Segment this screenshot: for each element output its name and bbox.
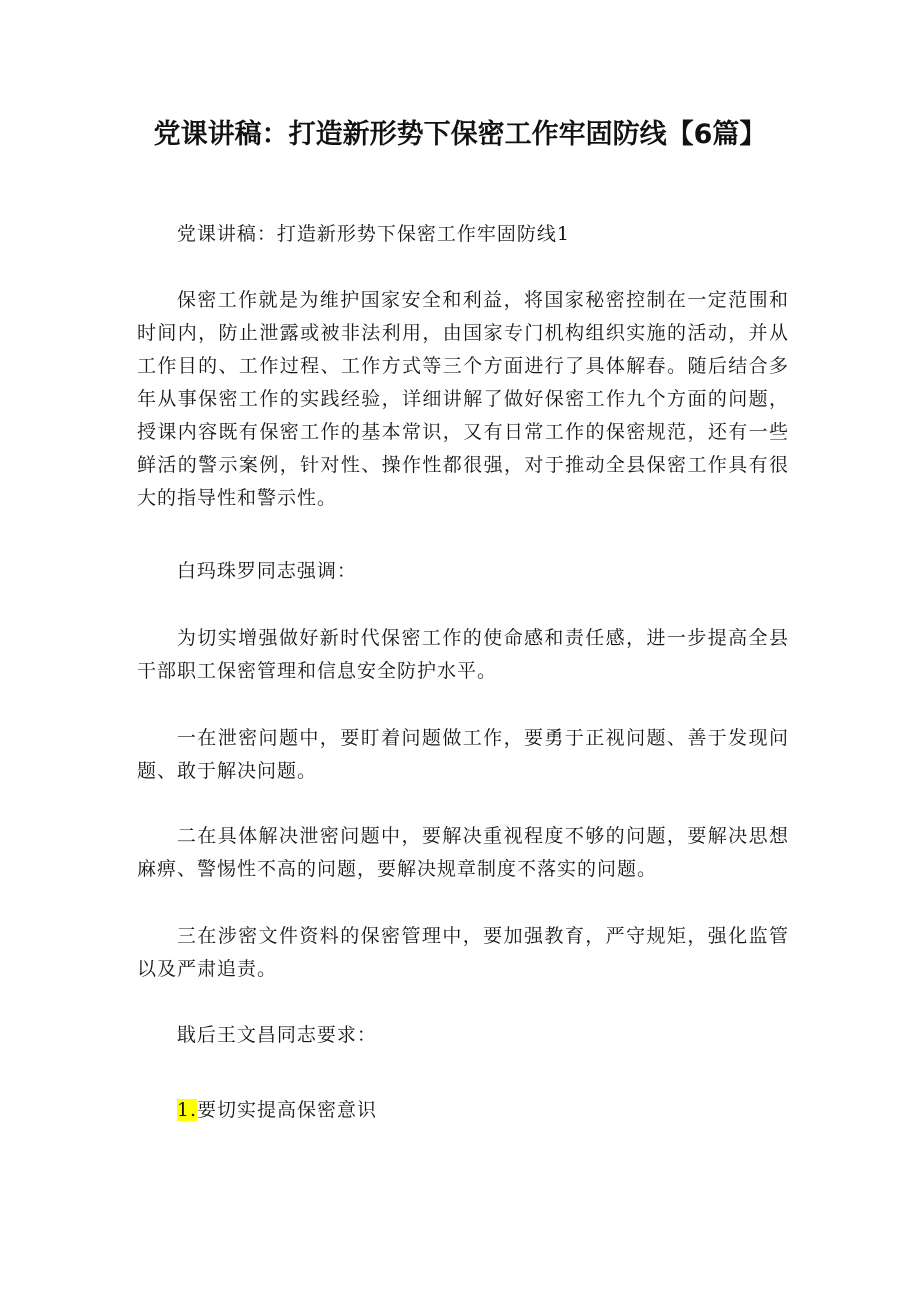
paragraph-intro [137,284,789,515]
paragraph-point-one [137,722,789,788]
section-subtitle [137,218,789,251]
paragraph-text: 为切实增强做好新时代保密工作的使命感和责任感，进一步提高全县干部职工保密管理和信息安全防护水平。 [137,627,789,682]
paragraph-point-three [137,920,789,986]
list-item-line [137,1094,789,1127]
subtitle-text: 党课讲稿：打造新形势下保密工作牢固防线1 [176,223,570,245]
list-item [137,1094,789,1127]
paragraph-text: 一在泄密问题中，要盯着问题做工作，要勇于正视问题、善于发现问题、敢于解决问题。 [137,727,789,782]
list-item-text: 要切实提高保密意识 [197,1099,378,1121]
paragraph-requirements-intro [137,1019,789,1052]
paragraph-text: 二在具体解决泄密问题中，要解决重视程度不够的问题，要解决思想麻痹、警惕性不高的问题，要解决规章制度不落实的问题。 [137,825,789,880]
paragraph-text: 戢后王文昌同志要求： [176,1024,377,1046]
paragraph-emphasis-intro [137,555,789,588]
document-title: 党课讲稿：打造新形势下保密工作牢固防线【6篇】 [153,119,767,150]
paragraph-text: 保密工作就是为维护国家安全和利益，将国家秘密控制在一定范围和时间内，防止泄露或被非法利用，由国家专门机构组织实施的活动，并从工作目的、工作过程、工作方式等三个方面进行了具体解春。随后结合多年从事保密工作的实践经验，详细讲解了做好保密工作九个方面的问题，授课内容既有保密工作的基本常识，又有日常工作的保密规范，还有一些鲜活的警示案例，针对性、操作性都很强，对于推动全县保密工作具有很大的指导性和警示性。 [137,289,789,509]
paragraph-text: 三在涉密文件资料的保密管理中，要加强教育，严守规矩，强化监管以及严肃追责。 [137,925,789,980]
paragraph-point-two [137,820,789,886]
paragraph-purpose [137,622,789,688]
paragraph-text: 白玛珠罗同志强调： [176,560,357,582]
list-item-number: 1. [176,1099,198,1121]
